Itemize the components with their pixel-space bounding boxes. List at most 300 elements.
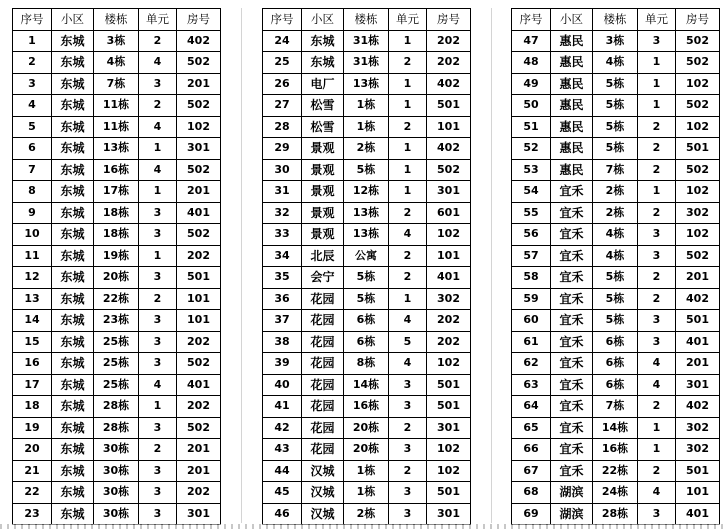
table-row xyxy=(263,396,471,418)
building-cell: 30栋 xyxy=(94,482,139,504)
unit-cell: 5 xyxy=(389,331,427,353)
serial-cell: 57 xyxy=(512,245,551,267)
table-row xyxy=(512,439,720,461)
building-cell: 25栋 xyxy=(94,353,139,375)
table-row xyxy=(263,73,471,95)
community-cell: 惠民 xyxy=(551,159,593,181)
community-cell: 东城 xyxy=(52,95,94,117)
unit-cell: 2 xyxy=(638,138,676,160)
serial-cell: 24 xyxy=(263,30,302,52)
room-cell: 101 xyxy=(676,482,720,504)
serial-cell: 65 xyxy=(512,417,551,439)
room-cell: 201 xyxy=(676,267,720,289)
building-cell: 18栋 xyxy=(94,224,139,246)
unit-cell: 1 xyxy=(389,138,427,160)
room-cell: 502 xyxy=(676,245,720,267)
unit-cell: 2 xyxy=(389,245,427,267)
serial-cell: 58 xyxy=(512,267,551,289)
building-cell: 1栋 xyxy=(344,95,389,117)
community-cell: 湖滨 xyxy=(551,482,593,504)
unit-cell: 1 xyxy=(638,181,676,203)
serial-cell: 5 xyxy=(13,116,52,138)
room-cell: 101 xyxy=(177,288,221,310)
building-cell: 4栋 xyxy=(593,245,638,267)
column-header: 序号 xyxy=(13,9,52,31)
unit-cell: 1 xyxy=(638,417,676,439)
building-cell: 1栋 xyxy=(344,116,389,138)
table-block-3 xyxy=(511,8,720,525)
table-row xyxy=(512,202,720,224)
building-cell: 2栋 xyxy=(593,202,638,224)
unit-cell: 3 xyxy=(139,417,177,439)
table-row xyxy=(263,417,471,439)
unit-cell: 1 xyxy=(139,396,177,418)
room-cell: 402 xyxy=(427,138,471,160)
serial-cell: 67 xyxy=(512,460,551,482)
column-header: 楼栋 xyxy=(593,9,638,31)
room-cell: 502 xyxy=(177,52,221,74)
table-row xyxy=(13,396,221,418)
serial-cell: 46 xyxy=(263,503,302,525)
table-row xyxy=(13,353,221,375)
room-cell: 402 xyxy=(427,73,471,95)
community-cell: 东城 xyxy=(52,202,94,224)
table-row xyxy=(13,374,221,396)
building-cell: 7栋 xyxy=(593,159,638,181)
community-cell: 宜禾 xyxy=(551,310,593,332)
community-cell: 东城 xyxy=(52,417,94,439)
room-cell: 201 xyxy=(177,439,221,461)
community-cell: 宜禾 xyxy=(551,245,593,267)
unit-cell: 2 xyxy=(389,267,427,289)
building-cell: 5栋 xyxy=(593,310,638,332)
unit-cell: 3 xyxy=(638,331,676,353)
table-row xyxy=(512,331,720,353)
unit-cell: 3 xyxy=(139,73,177,95)
building-cell: 18栋 xyxy=(94,202,139,224)
serial-cell: 7 xyxy=(13,159,52,181)
community-cell: 东城 xyxy=(302,52,344,74)
serial-cell: 15 xyxy=(13,331,52,353)
building-cell: 1栋 xyxy=(344,482,389,504)
table-row xyxy=(13,331,221,353)
building-cell: 30栋 xyxy=(94,503,139,525)
building-cell: 20栋 xyxy=(94,267,139,289)
room-cell: 501 xyxy=(427,374,471,396)
unit-cell: 1 xyxy=(389,73,427,95)
building-cell: 13栋 xyxy=(344,202,389,224)
room-cell: 502 xyxy=(676,159,720,181)
table-row xyxy=(263,159,471,181)
table-row xyxy=(13,267,221,289)
table-row xyxy=(263,138,471,160)
unit-cell: 1 xyxy=(389,288,427,310)
community-cell: 东城 xyxy=(52,245,94,267)
building-cell: 4栋 xyxy=(94,52,139,74)
room-cell: 502 xyxy=(177,353,221,375)
serial-cell: 23 xyxy=(13,503,52,525)
unit-cell: 3 xyxy=(389,396,427,418)
serial-cell: 54 xyxy=(512,181,551,203)
serial-cell: 6 xyxy=(13,138,52,160)
table-row xyxy=(13,482,221,504)
building-cell: 7栋 xyxy=(94,73,139,95)
community-cell: 惠民 xyxy=(551,52,593,74)
unit-cell: 3 xyxy=(638,310,676,332)
unit-cell: 3 xyxy=(139,310,177,332)
building-cell: 5栋 xyxy=(344,288,389,310)
room-cell: 101 xyxy=(427,245,471,267)
unit-cell: 3 xyxy=(638,503,676,525)
serial-cell: 17 xyxy=(13,374,52,396)
table-row xyxy=(13,245,221,267)
table-row xyxy=(263,331,471,353)
building-cell: 22栋 xyxy=(593,460,638,482)
table-row xyxy=(512,288,720,310)
serial-cell: 38 xyxy=(263,331,302,353)
building-cell: 公寓 xyxy=(344,245,389,267)
unit-cell: 3 xyxy=(139,482,177,504)
table-row xyxy=(263,181,471,203)
community-cell: 惠民 xyxy=(551,95,593,117)
unit-cell: 2 xyxy=(638,288,676,310)
unit-cell: 1 xyxy=(638,439,676,461)
room-cell: 101 xyxy=(427,116,471,138)
community-cell: 东城 xyxy=(52,138,94,160)
community-cell: 惠民 xyxy=(551,73,593,95)
community-cell: 松雪 xyxy=(302,116,344,138)
community-cell: 花园 xyxy=(302,439,344,461)
table-row xyxy=(512,73,720,95)
table-row xyxy=(263,460,471,482)
room-cell: 301 xyxy=(676,374,720,396)
column-header: 房号 xyxy=(177,9,221,31)
community-cell: 宜禾 xyxy=(551,460,593,482)
table-row xyxy=(512,460,720,482)
building-cell: 17栋 xyxy=(94,181,139,203)
building-cell: 25栋 xyxy=(94,331,139,353)
community-cell: 景观 xyxy=(302,138,344,160)
community-cell: 惠民 xyxy=(551,30,593,52)
room-cell: 202 xyxy=(177,245,221,267)
serial-cell: 55 xyxy=(512,202,551,224)
room-cell: 502 xyxy=(676,30,720,52)
serial-cell: 8 xyxy=(13,181,52,203)
table-row xyxy=(512,181,720,203)
community-cell: 汉城 xyxy=(302,503,344,525)
room-cell: 301 xyxy=(427,417,471,439)
room-cell: 202 xyxy=(177,396,221,418)
table-row xyxy=(263,439,471,461)
table-row xyxy=(263,116,471,138)
community-cell: 东城 xyxy=(52,460,94,482)
unit-cell: 2 xyxy=(638,116,676,138)
community-cell: 景观 xyxy=(302,224,344,246)
building-cell: 12栋 xyxy=(344,181,389,203)
serial-cell: 3 xyxy=(13,73,52,95)
table-row xyxy=(512,482,720,504)
building-cell: 5栋 xyxy=(593,288,638,310)
room-cell: 102 xyxy=(676,73,720,95)
community-cell: 松雪 xyxy=(302,95,344,117)
serial-cell: 59 xyxy=(512,288,551,310)
community-cell: 东城 xyxy=(52,482,94,504)
building-cell: 5栋 xyxy=(593,267,638,289)
room-cell: 401 xyxy=(427,267,471,289)
table-row xyxy=(13,181,221,203)
table-row xyxy=(512,138,720,160)
building-cell: 20栋 xyxy=(344,417,389,439)
table-row xyxy=(13,30,221,52)
community-cell: 东城 xyxy=(52,439,94,461)
unit-cell: 3 xyxy=(139,331,177,353)
serial-cell: 45 xyxy=(263,482,302,504)
header-row xyxy=(263,9,471,31)
table-row xyxy=(263,482,471,504)
community-cell: 宜禾 xyxy=(551,439,593,461)
room-cell: 402 xyxy=(676,288,720,310)
unit-cell: 2 xyxy=(638,460,676,482)
table-row xyxy=(263,52,471,74)
table-row xyxy=(13,224,221,246)
serial-cell: 64 xyxy=(512,396,551,418)
room-cell: 301 xyxy=(427,503,471,525)
serial-cell: 43 xyxy=(263,439,302,461)
room-cell: 502 xyxy=(676,95,720,117)
unit-cell: 1 xyxy=(638,95,676,117)
building-cell: 22栋 xyxy=(94,288,139,310)
column-header: 小区 xyxy=(302,9,344,31)
column-header: 序号 xyxy=(512,9,551,31)
unit-cell: 3 xyxy=(638,245,676,267)
building-cell: 28栋 xyxy=(94,417,139,439)
serial-cell: 29 xyxy=(263,138,302,160)
community-cell: 宜禾 xyxy=(551,396,593,418)
room-cell: 502 xyxy=(177,95,221,117)
serial-cell: 21 xyxy=(13,460,52,482)
unit-cell: 3 xyxy=(139,503,177,525)
building-cell: 8栋 xyxy=(344,353,389,375)
table-block-1 xyxy=(12,8,221,525)
table-row xyxy=(13,288,221,310)
table-row xyxy=(263,95,471,117)
unit-cell: 4 xyxy=(139,159,177,181)
header-row xyxy=(13,9,221,31)
unit-cell: 4 xyxy=(139,374,177,396)
table-row xyxy=(512,224,720,246)
room-cell: 102 xyxy=(177,116,221,138)
community-cell: 东城 xyxy=(52,331,94,353)
room-cell: 202 xyxy=(427,331,471,353)
column-header: 小区 xyxy=(551,9,593,31)
serial-cell: 19 xyxy=(13,417,52,439)
room-cell: 401 xyxy=(676,503,720,525)
unit-cell: 2 xyxy=(638,159,676,181)
community-cell: 东城 xyxy=(52,503,94,525)
room-cell: 402 xyxy=(676,396,720,418)
unit-cell: 4 xyxy=(638,482,676,504)
building-cell: 2栋 xyxy=(593,181,638,203)
community-cell: 惠民 xyxy=(551,116,593,138)
building-cell: 14栋 xyxy=(344,374,389,396)
community-cell: 景观 xyxy=(302,202,344,224)
unit-cell: 4 xyxy=(139,52,177,74)
building-cell: 5栋 xyxy=(344,267,389,289)
community-cell: 景观 xyxy=(302,159,344,181)
table-row xyxy=(512,116,720,138)
room-cell: 201 xyxy=(177,181,221,203)
unit-cell: 2 xyxy=(139,95,177,117)
building-cell: 13栋 xyxy=(94,138,139,160)
table-row xyxy=(13,460,221,482)
community-cell: 宜禾 xyxy=(551,181,593,203)
room-cell: 301 xyxy=(427,181,471,203)
unit-cell: 4 xyxy=(389,310,427,332)
community-cell: 东城 xyxy=(52,30,94,52)
serial-cell: 44 xyxy=(263,460,302,482)
community-cell: 东城 xyxy=(302,30,344,52)
room-cell: 302 xyxy=(676,202,720,224)
building-cell: 5栋 xyxy=(593,73,638,95)
unit-cell: 1 xyxy=(139,245,177,267)
serial-cell: 20 xyxy=(13,439,52,461)
table-row xyxy=(263,30,471,52)
room-cell: 501 xyxy=(427,482,471,504)
building-cell: 5栋 xyxy=(593,95,638,117)
serial-cell: 12 xyxy=(13,267,52,289)
serial-cell: 11 xyxy=(13,245,52,267)
room-cell: 202 xyxy=(427,30,471,52)
community-cell: 东城 xyxy=(52,159,94,181)
unit-cell: 1 xyxy=(139,181,177,203)
unit-cell: 3 xyxy=(389,482,427,504)
serial-cell: 28 xyxy=(263,116,302,138)
unit-cell: 1 xyxy=(389,95,427,117)
table-row xyxy=(13,138,221,160)
community-cell: 宜禾 xyxy=(551,267,593,289)
community-cell: 东城 xyxy=(52,374,94,396)
room-cell: 301 xyxy=(177,138,221,160)
community-cell: 东城 xyxy=(52,353,94,375)
unit-cell: 3 xyxy=(139,267,177,289)
serial-cell: 35 xyxy=(263,267,302,289)
room-cell: 401 xyxy=(676,331,720,353)
unit-cell: 3 xyxy=(139,224,177,246)
community-cell: 宜禾 xyxy=(551,202,593,224)
table-row xyxy=(13,310,221,332)
serial-cell: 69 xyxy=(512,503,551,525)
room-cell: 402 xyxy=(177,30,221,52)
room-cell: 502 xyxy=(177,159,221,181)
table-row xyxy=(512,374,720,396)
room-cell: 501 xyxy=(427,396,471,418)
table-row xyxy=(512,159,720,181)
table-row xyxy=(512,30,720,52)
room-cell: 102 xyxy=(427,439,471,461)
community-cell: 花园 xyxy=(302,310,344,332)
serial-cell: 34 xyxy=(263,245,302,267)
unit-cell: 4 xyxy=(638,374,676,396)
unit-cell: 1 xyxy=(139,138,177,160)
community-cell: 东城 xyxy=(52,396,94,418)
building-cell: 19栋 xyxy=(94,245,139,267)
table-block-2 xyxy=(262,8,471,525)
community-cell: 北辰 xyxy=(302,245,344,267)
table-row xyxy=(263,267,471,289)
room-cell: 301 xyxy=(177,503,221,525)
room-cell: 202 xyxy=(177,482,221,504)
table-row xyxy=(13,52,221,74)
building-cell: 25栋 xyxy=(94,374,139,396)
community-cell: 电厂 xyxy=(302,73,344,95)
serial-cell: 26 xyxy=(263,73,302,95)
building-cell: 30栋 xyxy=(94,439,139,461)
room-cell: 501 xyxy=(676,138,720,160)
serial-cell: 16 xyxy=(13,353,52,375)
table-row xyxy=(13,202,221,224)
unit-cell: 2 xyxy=(139,439,177,461)
serial-cell: 51 xyxy=(512,116,551,138)
community-cell: 花园 xyxy=(302,396,344,418)
building-cell: 1栋 xyxy=(344,460,389,482)
room-cell: 202 xyxy=(427,52,471,74)
serial-cell: 13 xyxy=(13,288,52,310)
serial-cell: 25 xyxy=(263,52,302,74)
building-cell: 28栋 xyxy=(94,396,139,418)
table-row xyxy=(263,288,471,310)
table-row xyxy=(512,353,720,375)
room-cell: 102 xyxy=(427,353,471,375)
serial-cell: 61 xyxy=(512,331,551,353)
building-cell: 5栋 xyxy=(593,138,638,160)
unit-cell: 3 xyxy=(389,439,427,461)
community-cell: 宜禾 xyxy=(551,353,593,375)
table-row xyxy=(13,73,221,95)
community-cell: 景观 xyxy=(302,181,344,203)
building-cell: 3栋 xyxy=(94,30,139,52)
community-cell: 汉城 xyxy=(302,460,344,482)
building-cell: 20栋 xyxy=(344,439,389,461)
community-cell: 花园 xyxy=(302,374,344,396)
table-row xyxy=(13,503,221,525)
unit-cell: 4 xyxy=(638,353,676,375)
unit-cell: 3 xyxy=(389,503,427,525)
table-row xyxy=(13,159,221,181)
table-row xyxy=(263,310,471,332)
room-cell: 201 xyxy=(177,460,221,482)
community-cell: 湖滨 xyxy=(551,503,593,525)
table-row xyxy=(13,417,221,439)
community-cell: 会宁 xyxy=(302,267,344,289)
building-cell: 5栋 xyxy=(593,116,638,138)
unit-cell: 3 xyxy=(389,374,427,396)
room-cell: 501 xyxy=(676,460,720,482)
serial-cell: 22 xyxy=(13,482,52,504)
serial-cell: 33 xyxy=(263,224,302,246)
serial-cell: 2 xyxy=(13,52,52,74)
table-row xyxy=(13,95,221,117)
building-cell: 24栋 xyxy=(593,482,638,504)
room-cell: 201 xyxy=(177,73,221,95)
table-row xyxy=(512,396,720,418)
community-cell: 东城 xyxy=(52,116,94,138)
unit-cell: 2 xyxy=(638,202,676,224)
unit-cell: 2 xyxy=(139,30,177,52)
unit-cell: 3 xyxy=(139,353,177,375)
table-row xyxy=(13,116,221,138)
unit-cell: 4 xyxy=(389,224,427,246)
unit-cell: 2 xyxy=(389,202,427,224)
